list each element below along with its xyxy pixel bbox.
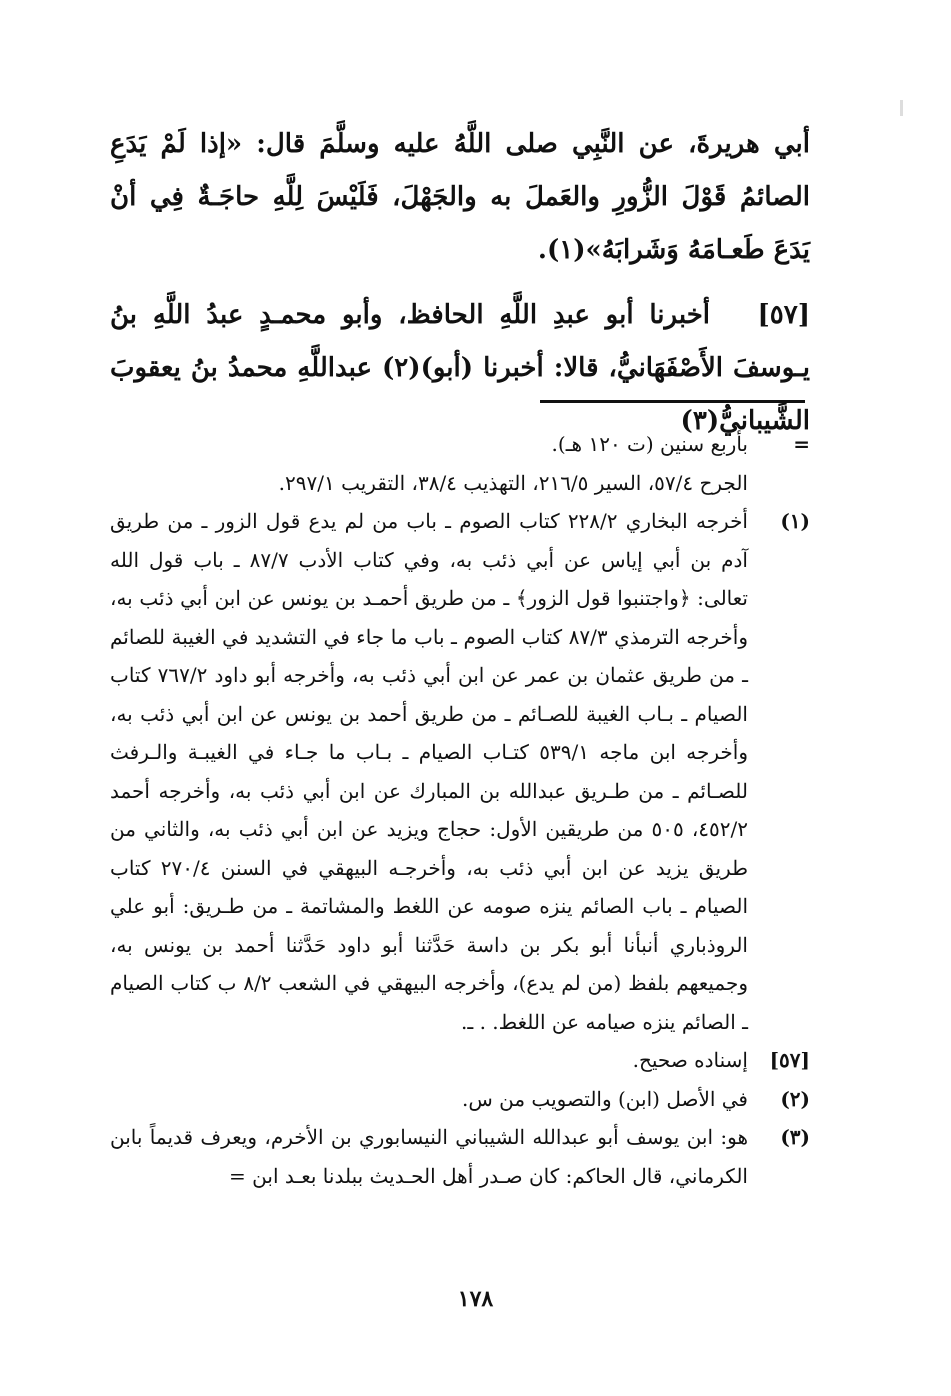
footnote-marker: [٥٧] — [769, 1048, 810, 1072]
main-paragraph-1: أبي هريرةَ، عن النَّبِي صلى اللَّهُ عليه وسلَّمَ قال: «إذا لَمْ يَدَعِ الصائمُ قَوْلَ الزُّورِ والعَملَ به والجَهْلَ، فَلَيْسَ لِلَّهِ حاجَـةٌ فِي أنْ يَدَعَ طَعـامَهُ وَشَرابَهُ»(١). — [110, 129, 810, 265]
footnote-text: في الأصل (ابن) والتصويب من س. — [462, 1086, 748, 1111]
footnote-separator — [540, 400, 805, 403]
footnote-57 — [110, 1041, 810, 1080]
page-number: ١٧٨ — [457, 1286, 494, 1312]
footnote-1 — [110, 502, 810, 1041]
hadith-isnad: أخبرنا أبو عبدِ اللَّهِ الحافظ، وأبو محمـدٍ عبدُ اللَّهِ بنُ يـوسفَ الأَصْفَهَانيُّ، قالا: أخبرنا (أبو)(٢) عبداللَّهِ محمدُ بنُ يعقوبَ الشَّيبانيُّ(٣) — [110, 300, 810, 436]
footnote-continuation-line: الجرح ٥٧/٤، السير ٢١٦/٥، التهذيب ٣٨/٤، التقريب ٢٩٧/١. — [278, 470, 748, 495]
footnote-2 — [110, 1080, 810, 1119]
footnote-text: بأربع سنين (ت ١٢٠ هـ). — [551, 432, 748, 456]
footnote-marker: (٢) — [780, 1086, 810, 1111]
footnotes — [110, 425, 810, 1195]
footnote-marker: (١) — [780, 509, 810, 533]
footnote-3 — [110, 1118, 810, 1195]
footnote-text: أخرجه البخاري ٢٢٨/٢ كتاب الصوم ـ باب من لم يدع قول الزور ـ من طريق آدم بن أبي إياس عن أبي ذئب به، وفي كتاب الأدب ٨٧/٧ ـ باب قول الله تعالى: ﴿واجتنبوا قول الزور﴾ ـ من طريق أحمـد بن يونس عن ابن أبي ذئب به، وأخرجه الترمذي ٨٧/٣ كتاب الصوم ـ باب ما جاء في التشديد في الغيبة للصائم ـ من طريق عثمان بن عمر عن ابن أبي ذئب به، وأخرجه أبو داود ٧٦٧/٢ كتاب الصيام ـ بـاب الغيبة للصـائم ـ من طريق أحمد بن يونس عن ابن أبي ذئب به، وأخرجه ابن ماجه ٥٣٩/١ كتـاب الصيام ـ بـاب ما جـاء في الغيبـة والـرفث للصـائم ـ من طـريق عبدالله بن المبارك عن ابن أبي ذئب به، وأخرجه أحمد ٤٥٢/٢، ٥٠٥ من طريقين الأول: حجاج ويزيد عن ابن أبي ذئب به، والثاني من طريق يزيد عن ابن أبي ذئب به، وأخرجـه البيهقي في السنن ٢٧٠/٤ كتاب الصيام ـ باب الصائم ينزه صومه عن اللغط والمشاتمة ـ من طـريق: أبو علي الروذباري أنبأنا أبو بكر بن داسة حَدَّثنا أبو داود حَدَّثنا أحمد بن يونس به، وجميعهم بلفظ (من لم يدع)، وأخرجه البيهقي في الشعب ٨/٢ ب كتاب الصيام ـ الصائم ينزه صيامه عن اللغط. . ـ. — [110, 509, 749, 1034]
footnote-text: هو: ابن يوسف أبو عبدالله الشيباني النيسابوري بن الأخرم، ويعرف قديماً بابن الكرماني، قال الحاكم: كان صـدر أهل الحـديث ببلدنا بعـد ابن = — [110, 1125, 748, 1188]
main-text — [110, 118, 810, 448]
hadith-number: [٥٧] — [757, 300, 811, 330]
footnote-continuation — [110, 425, 810, 464]
footnote-marker: = — [793, 432, 810, 456]
scan-speck — [900, 100, 903, 116]
footnote-marker: (٣) — [780, 1125, 810, 1149]
footnote-text: إسناده صحيح. — [632, 1048, 748, 1072]
